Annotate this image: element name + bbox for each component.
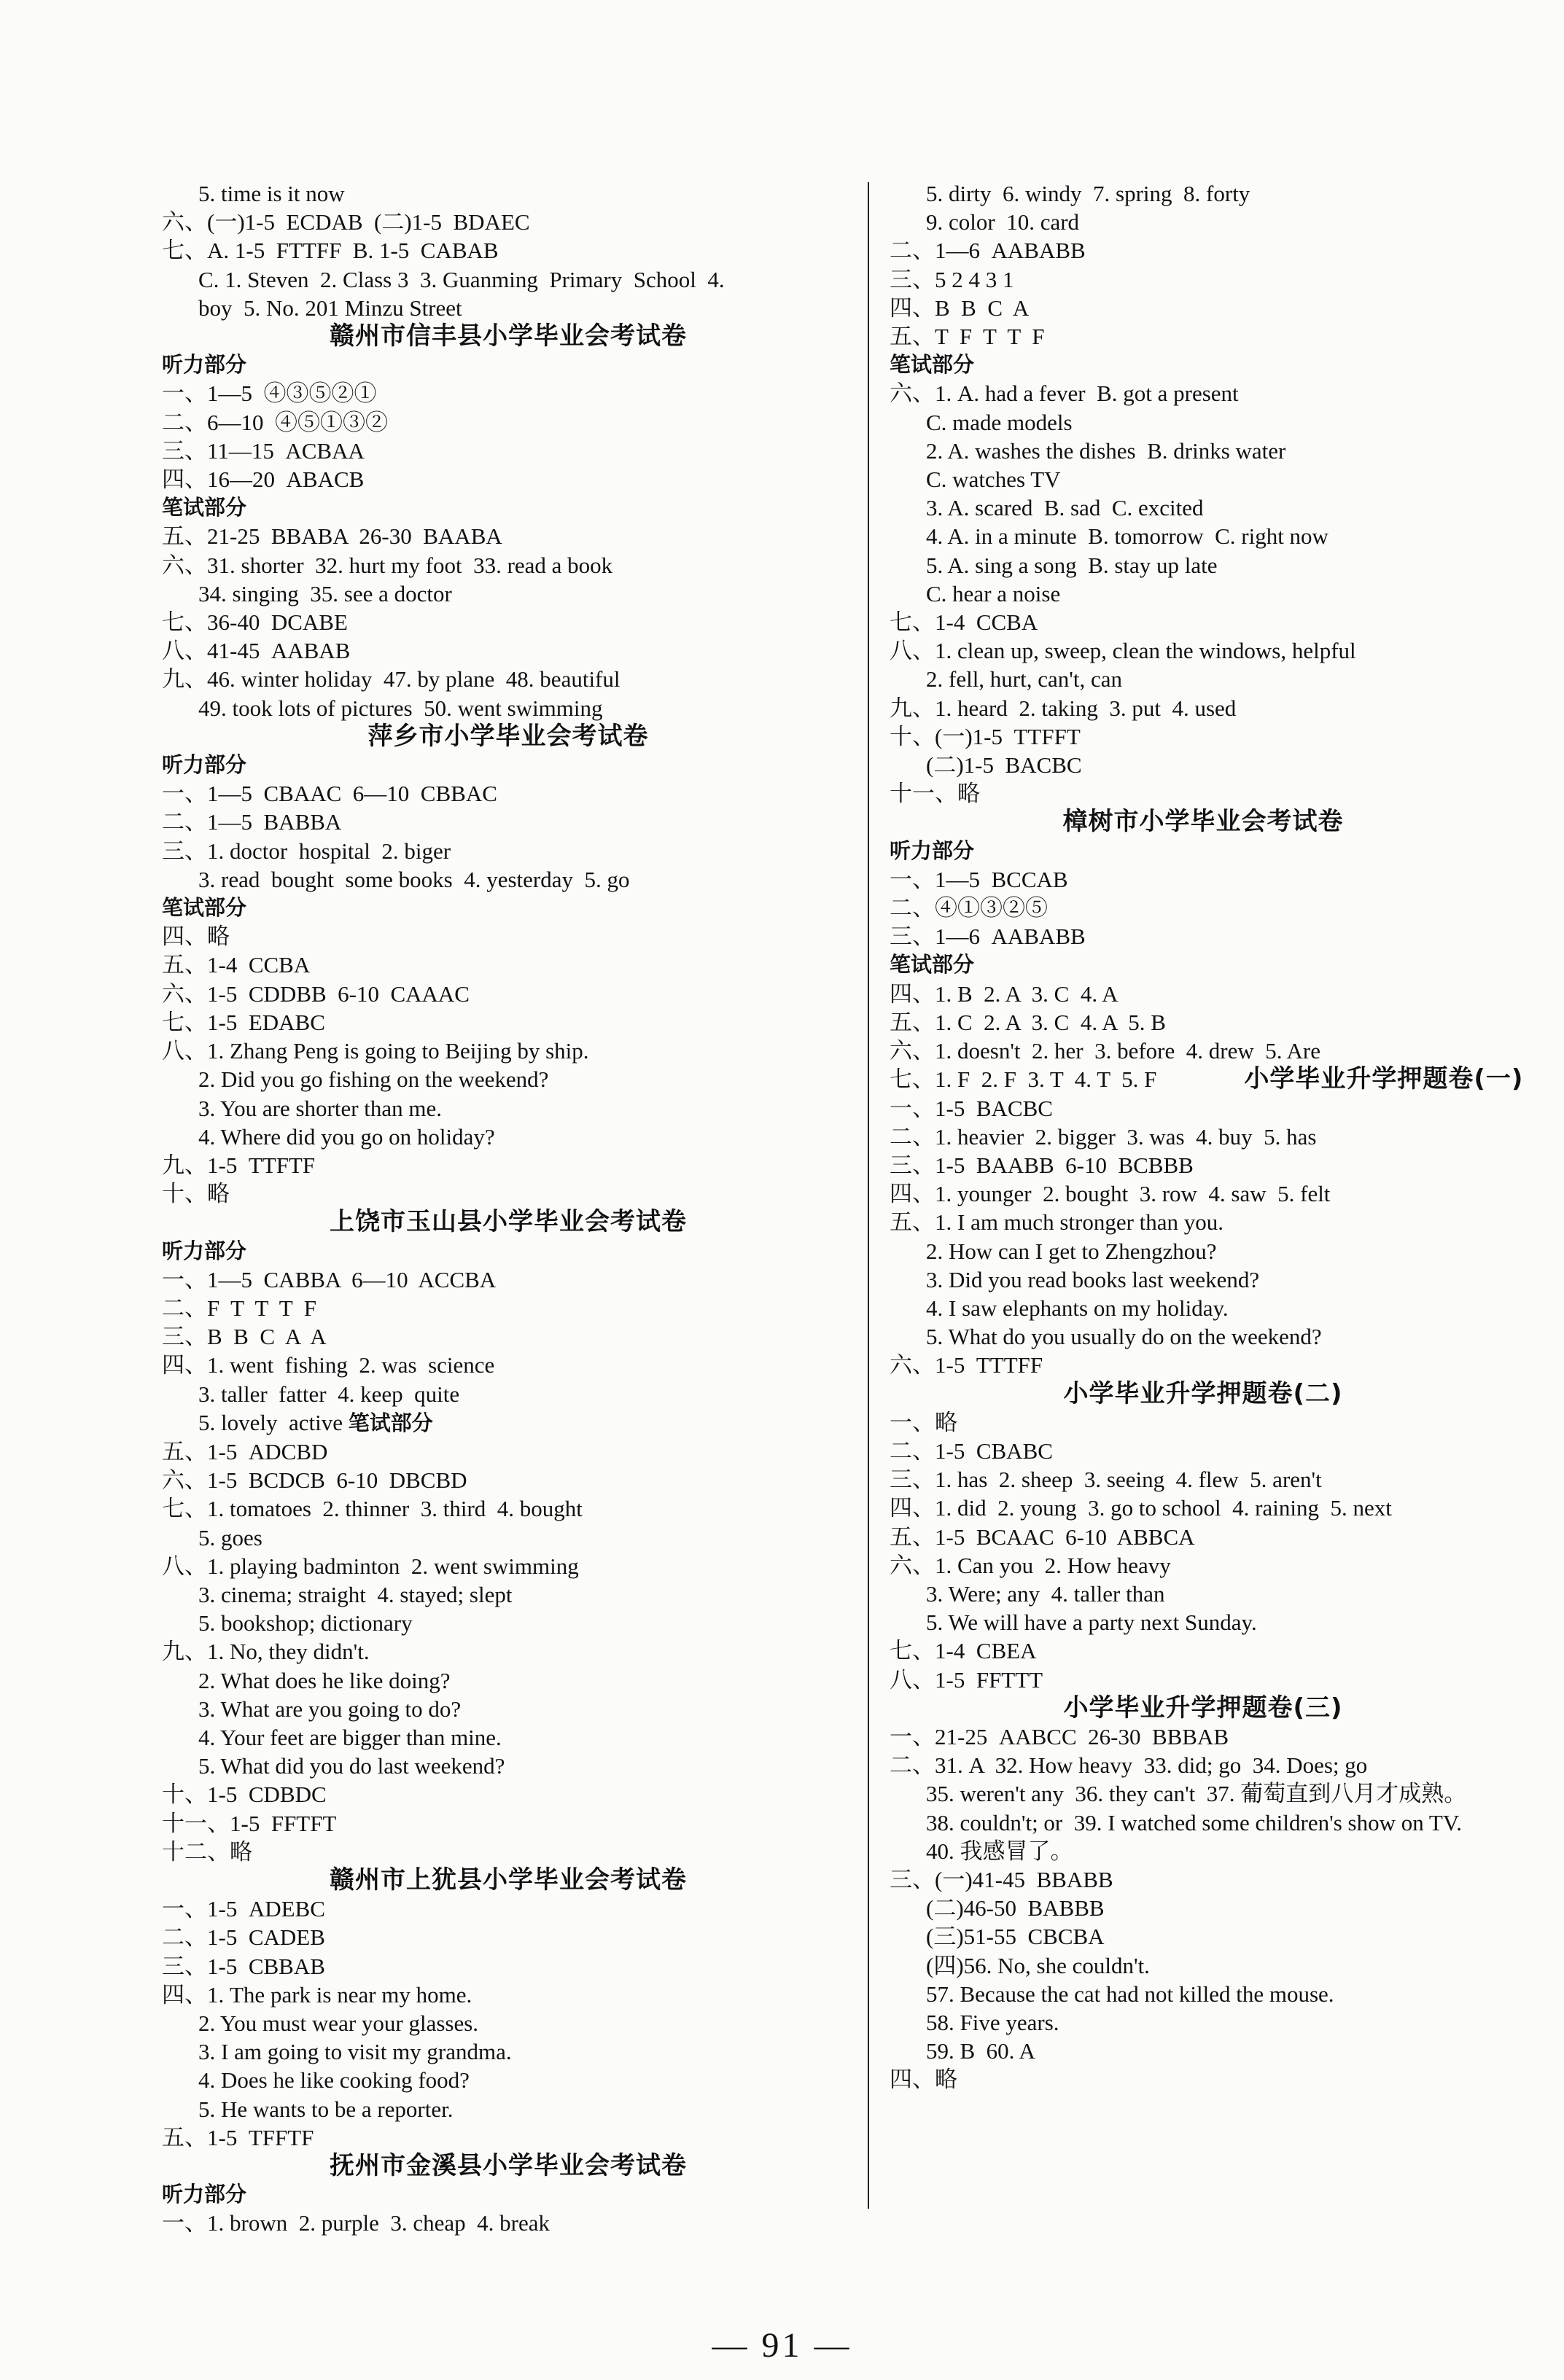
line-text: 5. What did you do last weekend?	[198, 1753, 505, 1779]
line-text: 一、略	[890, 1409, 957, 1435]
line-text: 三、1-5 BAABB 6-10 BCBBB	[890, 1152, 1194, 1178]
line-text: 三、1—6 AABABB	[890, 924, 1086, 950]
answer-line	[162, 1151, 855, 1179]
answer-line	[162, 1437, 855, 1466]
line-text: 四、1. went fishing 2. was science	[162, 1352, 495, 1378]
line-text: 5. He wants to be a reporter.	[198, 2096, 454, 2122]
answer-line	[162, 179, 855, 208]
line-text: 一、21-25 AABCC 26-30 BBBAB	[890, 1723, 1229, 1749]
line-text: 四、1. B 2. A 3. C 4. A	[890, 980, 1118, 1007]
line-text: 59. B 60. A	[926, 2038, 1035, 2064]
line-text: 九、1. No, they didn't.	[162, 1639, 370, 1665]
subsection-heading	[890, 951, 1517, 979]
answer-line	[890, 236, 1517, 265]
line-text: 四、16—20 ABACB	[162, 467, 365, 493]
line-text: 一、1. brown 2. purple 3. cheap 4. break	[162, 2210, 550, 2236]
line-text: (二)46-50 BABBB	[926, 1895, 1105, 1921]
line-text: 三、(一)41-45 BBABB	[890, 1866, 1113, 1892]
line-text: 一、1-5 ADEBC	[162, 1896, 325, 1922]
line-text: 笔试部分	[890, 952, 975, 978]
answer-line	[890, 1751, 1517, 1779]
line-text: 五、1-5 ADCBD	[162, 1438, 328, 1464]
answer-line	[162, 294, 855, 322]
line-text: 七、1. tomatoes 2. thinner 3. third 4. bought	[162, 1496, 583, 1522]
line-text: 七、1-4 CCBA	[890, 609, 1038, 636]
answer-line	[890, 580, 1517, 608]
line-text: 上饶市玉山县小学毕业会考试卷	[330, 1207, 687, 1237]
line-text: 小学毕业升学押题卷(二)	[1063, 1378, 1343, 1408]
answer-line	[890, 1551, 1517, 1580]
line-text: 五、21-25 BBABA 26-30 BAABA	[162, 523, 502, 550]
answer-line	[162, 1494, 855, 1523]
answer-line	[162, 1008, 855, 1037]
answer-line	[162, 1322, 855, 1351]
line-text: 4. I saw elephants on my holiday.	[926, 1295, 1229, 1321]
answer-line	[162, 2123, 855, 2152]
answer-line	[162, 1952, 855, 1981]
answer-line	[162, 580, 855, 608]
line-text: 五、1-4 CCBA	[162, 952, 311, 978]
line-text: 3. read bought some books 4. yesterday 5. go	[198, 866, 630, 892]
section-title	[890, 808, 1517, 836]
line-text: (四)56. No, she couldn't.	[926, 1952, 1150, 1978]
page-number: — 91 —	[712, 2326, 852, 2365]
answer-line	[162, 1637, 855, 1666]
line-text: 十、略	[162, 1181, 230, 1207]
answer-line	[162, 408, 855, 437]
answer-line	[162, 1123, 855, 1151]
answer-line	[162, 2009, 855, 2037]
section-title	[162, 322, 855, 351]
line-text: 34. singing 35. see a doctor	[198, 580, 452, 606]
line-text: 小学毕业升学押题卷(三)	[1063, 1693, 1343, 1722]
answer-line	[162, 2095, 855, 2123]
answer-line	[890, 1237, 1517, 1265]
answer-line	[890, 265, 1517, 294]
line-text: 六、(一)1-5 ECDAB (二)1-5 BDAEC	[162, 209, 530, 235]
answer-line	[890, 1523, 1517, 1551]
line-text: 七、1-4 CBEA	[890, 1638, 1037, 1664]
subsection-heading	[162, 894, 855, 922]
answer-line	[890, 608, 1517, 636]
line-text: 二、1—6 AABABB	[890, 238, 1086, 264]
line-text: 赣州市信丰县小学毕业会考试卷	[330, 321, 687, 351]
line-text: 二、1—5 BABBA	[162, 809, 342, 835]
answer-line	[162, 437, 855, 465]
answer-line	[890, 865, 1517, 894]
answer-line	[890, 1437, 1517, 1465]
answer-line	[890, 1179, 1517, 1208]
answer-line	[890, 1265, 1517, 1294]
line-text: 5. goes	[198, 1524, 262, 1550]
answer-line	[890, 522, 1517, 550]
answer-line	[890, 1494, 1517, 1522]
answer-line	[890, 694, 1517, 722]
answer-line	[162, 1552, 855, 1580]
line-text: 三、1. has 2. sheep 3. seeing 4. flew 5. aren't	[890, 1467, 1322, 1493]
answer-line	[890, 379, 1517, 407]
subsection-heading: 笔试部分	[348, 1410, 433, 1435]
line-text: 八、1-5 FFTTT	[890, 1666, 1043, 1693]
answer-line	[890, 1008, 1517, 1037]
answer-line	[162, 837, 855, 865]
line-text: 57. Because the cat had not killed the mouse.	[926, 1981, 1334, 2007]
line-text: 四、1. did 2. young 3. go to school 4. raining 5. next	[890, 1495, 1392, 1521]
line-text: 五、1. I am much stronger than you.	[890, 1209, 1224, 1236]
answer-line	[890, 1094, 1517, 1123]
line-text: 3. taller fatter 4. keep quite	[198, 1381, 460, 1407]
line-text: 听力部分	[890, 838, 975, 863]
line-text: 49. took lots of pictures 50. went swimming	[198, 695, 603, 721]
line-text: 笔试部分	[890, 352, 975, 378]
answer-line	[890, 551, 1517, 580]
line-text: 萍乡市小学毕业会考试卷	[367, 721, 649, 751]
answer-line	[890, 1894, 1517, 1922]
line-text: 2. You must wear your glasses.	[198, 2010, 479, 2036]
line-text: 赣州市上犹县小学毕业会考试卷	[330, 1865, 687, 1895]
answer-line	[162, 922, 855, 951]
answer-line	[162, 465, 855, 493]
line-text: 一、1—5 CABBA 6—10 ACCBA	[162, 1266, 497, 1292]
line-text: 2. fell, hurt, can't, can	[926, 666, 1122, 692]
answer-line	[162, 1838, 855, 1866]
line-text: 九、46. winter holiday 47. by plane 48. beautiful	[162, 666, 620, 692]
line-text: 二、1-5 CBABC	[890, 1437, 1053, 1464]
answer-line	[162, 865, 855, 894]
answer-line	[890, 1980, 1517, 2008]
line-text: 听力部分	[162, 2182, 247, 2207]
answer-line	[162, 1695, 855, 1723]
line-text: 一、1—5 CBAAC 6—10 CBBAC	[162, 781, 497, 807]
answer-line	[162, 1094, 855, 1123]
subsection-heading	[890, 351, 1517, 379]
answer-line	[162, 636, 855, 665]
answer-line	[162, 694, 855, 722]
answer-line	[162, 665, 855, 693]
answer-line	[162, 1265, 855, 1294]
answer-line	[162, 1408, 855, 1437]
line-text: 3. cinema; straight 4. stayed; slept	[198, 1581, 513, 1607]
answer-line	[162, 522, 855, 550]
section-title	[162, 2152, 855, 2180]
line-text: 一、1—5 ④③⑤②①	[162, 381, 377, 407]
answer-line	[890, 2065, 1517, 2094]
subsection-heading	[162, 351, 855, 379]
answer-line	[162, 1780, 855, 1809]
line-text: 2. Did you go fishing on the weekend?	[198, 1066, 549, 1093]
answer-line	[162, 1466, 855, 1494]
answer-line	[162, 1037, 855, 1065]
answer-line	[162, 1666, 855, 1695]
answer-line	[162, 208, 855, 236]
answer-line	[162, 1723, 855, 1752]
line-text: 5. time is it now	[198, 181, 345, 206]
line-text: 三、1-5 CBBAB	[162, 1953, 325, 1979]
answer-line	[890, 1208, 1517, 1236]
line-text: 3. Did you read books last weekend?	[926, 1266, 1260, 1292]
line-text: 听力部分	[162, 352, 247, 378]
answer-line	[890, 493, 1517, 522]
subsection-heading	[890, 837, 1517, 865]
section-title	[162, 1866, 855, 1895]
line-text: 5. What do you usually do on the weekend?	[926, 1324, 1322, 1350]
line-text: boy 5. No. 201 Minzu Street	[198, 294, 462, 321]
line-text: 笔试部分	[162, 495, 247, 520]
answer-line	[890, 1322, 1517, 1351]
answer-line	[890, 1123, 1517, 1151]
answer-line	[890, 1837, 1517, 1865]
answer-line	[890, 665, 1517, 693]
line-text: 二、31. A 32. How heavy 33. did; go 34. Does; go	[890, 1752, 1368, 1779]
line-text: C. hear a noise	[926, 580, 1061, 606]
answer-line	[890, 751, 1517, 779]
answer-line	[162, 1809, 855, 1838]
line-text: 二、6—10 ④⑤①③②	[162, 409, 388, 435]
answer-line	[890, 322, 1517, 351]
line-text: 4. Your feet are bigger than mine.	[198, 1724, 502, 1750]
answer-line	[162, 551, 855, 580]
answer-line	[890, 1580, 1517, 1608]
line-text: 六、1-5 TTTFF	[890, 1352, 1043, 1378]
line-text: 六、1. doesn't 2. her 3. before 4. drew 5. Are	[890, 1038, 1320, 1064]
line-text: 4. Does he like cooking food?	[198, 2067, 470, 2094]
line-text: 二、1-5 CADEB	[162, 1924, 325, 1951]
line-text: 三、5 2 4 3 1	[890, 266, 1014, 292]
line-text: 五、1-5 TFFTF	[162, 2124, 314, 2150]
answer-line	[890, 1064, 1524, 1094]
answer-line	[890, 2037, 1517, 2065]
subsection-heading	[162, 1237, 855, 1265]
line-text: 八、41-45 AABAB	[162, 638, 351, 664]
line-text: 3. A. scared B. sad C. excited	[926, 495, 1204, 521]
answer-line	[162, 1179, 855, 1208]
answer-line	[890, 1151, 1517, 1179]
line-text: 40. 我感冒了。	[926, 1838, 1073, 1864]
line-text: 八、1. clean up, sweep, clean the windows, helpful	[890, 638, 1356, 664]
line-text: (三)51-55 CBCBA	[926, 1924, 1105, 1950]
line-text: 九、1. heard 2. taking 3. put 4. used	[890, 695, 1237, 721]
answer-line	[890, 1408, 1517, 1437]
line-text: 三、B B C A A	[162, 1324, 327, 1350]
line-text: C. 1. Steven 2. Class 3 3. Guanming Primary School 4.	[198, 266, 725, 292]
answer-line	[890, 980, 1517, 1008]
line-text: 3. You are shorter than me.	[198, 1095, 443, 1121]
line-text: 八、1. Zhang Peng is going to Beijing by ship.	[162, 1038, 589, 1064]
line-text: 一、1—5 BCCAB	[890, 866, 1068, 892]
answer-line	[890, 922, 1517, 951]
answer-line	[890, 465, 1517, 493]
answer-line	[162, 808, 855, 836]
line-text: 笔试部分	[162, 895, 247, 921]
answer-line	[162, 1380, 855, 1408]
line-text: 五、1-5 BCAAC 6-10 ABBCA	[890, 1523, 1195, 1550]
answer-line	[162, 779, 855, 808]
line-text: 3. What are you going to do?	[198, 1696, 462, 1722]
line-text: 七、A. 1-5 FTTFF B. 1-5 CABAB	[162, 238, 499, 264]
section-title	[890, 1380, 1517, 1408]
answer-line	[890, 1922, 1517, 1951]
line-text: C. watches TV	[926, 467, 1061, 493]
line-text: 十一、略	[890, 781, 980, 807]
line-text: 三、1. doctor hospital 2. biger	[162, 838, 451, 864]
right-column	[890, 179, 1524, 2094]
answer-line	[162, 1580, 855, 1609]
subsection-heading	[162, 493, 855, 522]
line-text: 听力部分	[162, 752, 247, 778]
subsection-heading	[162, 751, 855, 779]
line-text: 二、F T T T F	[162, 1295, 316, 1321]
line-text: 9. color 10. card	[926, 209, 1080, 235]
answer-line	[890, 1037, 1517, 1065]
answer-line	[890, 1636, 1517, 1665]
answer-line	[162, 608, 855, 636]
line-text: 四、略	[890, 2067, 957, 2093]
answer-line	[890, 1809, 1517, 1837]
line-text: 六、1. A. had a fever B. got a present	[890, 381, 1239, 407]
line-text: 七、1. F 2. F 3. T 4. T 5. F	[890, 1066, 1157, 1093]
line-text: 二、④①③②⑤	[890, 895, 1048, 921]
line-text: 3. Were; any 4. taller than	[926, 1580, 1165, 1607]
line-text: 四、1. The park is near my home.	[162, 1981, 472, 2008]
line-text: 35. weren't any 36. they can't 37. 葡萄直到八月才成熟。	[926, 1781, 1467, 1807]
line-text: 六、1. Can you 2. How heavy	[890, 1552, 1171, 1578]
answer-line	[162, 1065, 855, 1093]
line-text: 十、(一)1-5 TTFFT	[890, 723, 1081, 749]
column-divider	[868, 182, 869, 2209]
line-text: 听力部分	[162, 1238, 247, 1263]
line-text: 58. Five years.	[926, 2010, 1059, 2035]
answer-line	[890, 1666, 1517, 1694]
line-text: 3. I am going to visit my grandma.	[198, 2039, 512, 2065]
answer-line	[162, 236, 855, 265]
subsection-heading	[162, 2180, 855, 2209]
answer-line	[890, 1608, 1517, 1636]
line-text: 2. What does he like doing?	[198, 1667, 451, 1693]
answer-line	[162, 2209, 855, 2237]
line-text: 四、略	[162, 924, 230, 950]
answer-line	[890, 2008, 1517, 2037]
answer-line	[890, 1951, 1517, 1980]
section-title: 小学毕业升学押题卷(一)	[1244, 1064, 1524, 1094]
line-text: 六、31. shorter 32. hurt my foot 33. read a book	[162, 552, 613, 578]
line-text: 二、1. heavier 2. bigger 3. was 4. buy 5. has	[890, 1123, 1317, 1150]
answer-line	[890, 408, 1517, 437]
answer-line	[162, 265, 855, 294]
answer-line	[890, 1722, 1517, 1751]
line-text: 2. How can I get to Zhengzhou?	[926, 1238, 1217, 1264]
line-text: 5. lovely active	[198, 1409, 349, 1435]
line-text: 5. dirty 6. windy 7. spring 8. forty	[926, 181, 1250, 206]
section-title	[162, 722, 855, 751]
line-text: 四、1. younger 2. bought 3. row 4. saw 5. felt	[890, 1181, 1331, 1207]
line-text: 5. bookshop; dictionary	[198, 1610, 413, 1636]
line-text: 4. Where did you go on holiday?	[198, 1123, 495, 1150]
line-text: 四、B B C A	[890, 294, 1030, 321]
line-text: 5. A. sing a song B. stay up late	[926, 552, 1218, 578]
answer-line	[162, 2066, 855, 2094]
answer-line	[162, 1523, 855, 1552]
line-text: 一、1-5 BACBC	[890, 1095, 1053, 1121]
answer-line	[890, 1865, 1517, 1894]
line-text: 五、1. C 2. A 3. C 4. A 5. B	[890, 1009, 1166, 1035]
answer-line	[162, 1609, 855, 1637]
answer-line	[890, 779, 1517, 808]
section-title	[890, 1694, 1517, 1722]
line-text: 三、11—15 ACBAA	[162, 437, 365, 464]
line-text: 九、1-5 TTFTF	[162, 1152, 316, 1178]
answer-line	[890, 1465, 1517, 1494]
line-text: 樟树市小学毕业会考试卷	[1062, 807, 1344, 837]
answer-line	[890, 636, 1517, 665]
line-text: 六、1-5 BCDCB 6-10 DBCBD	[162, 1467, 467, 1494]
answer-line	[890, 1351, 1517, 1379]
answer-line	[162, 379, 855, 407]
line-text: 十二、略	[162, 1838, 252, 1865]
answer-line	[162, 1351, 855, 1379]
answer-line	[162, 951, 855, 979]
line-text: C. made models	[926, 409, 1073, 435]
answer-line	[890, 894, 1517, 922]
answer-line	[162, 1923, 855, 1951]
line-text: 六、1-5 CDDBB 6-10 CAAAC	[162, 980, 470, 1007]
answer-line	[162, 1981, 855, 2009]
line-text: 五、T F T T F	[890, 324, 1045, 350]
answer-line	[162, 980, 855, 1008]
line-text: 抚州市金溪县小学毕业会考试卷	[330, 2151, 687, 2181]
answer-line	[162, 1752, 855, 1780]
line-text: 十、1-5 CDBDC	[162, 1782, 327, 1808]
answer-line	[890, 294, 1517, 322]
answer-line	[890, 1779, 1517, 1808]
answer-line	[890, 437, 1517, 465]
answer-line	[890, 722, 1517, 751]
line-text: 2. A. washes the dishes B. drinks water	[926, 437, 1286, 464]
left-column	[162, 179, 855, 2238]
answer-line	[162, 1895, 855, 1923]
answer-line	[890, 208, 1517, 236]
answer-line	[162, 2037, 855, 2066]
line-text: 38. couldn't; or 39. I watched some children's show on TV.	[926, 1809, 1462, 1835]
line-text: 5. We will have a party next Sunday.	[926, 1610, 1257, 1636]
line-text: 八、1. playing badminton 2. went swimming	[162, 1553, 579, 1579]
line-text: 七、36-40 DCABE	[162, 609, 348, 636]
line-text: 七、1-5 EDABC	[162, 1009, 325, 1035]
section-title	[162, 1208, 855, 1236]
answer-line	[162, 1294, 855, 1322]
line-text: 4. A. in a minute B. tomorrow C. right now	[926, 523, 1328, 550]
answer-line	[890, 179, 1517, 208]
answer-line	[890, 1294, 1517, 1322]
line-text: 十一、1-5 FFTFT	[162, 1810, 337, 1836]
line-text: (二)1-5 BACBC	[926, 752, 1082, 779]
